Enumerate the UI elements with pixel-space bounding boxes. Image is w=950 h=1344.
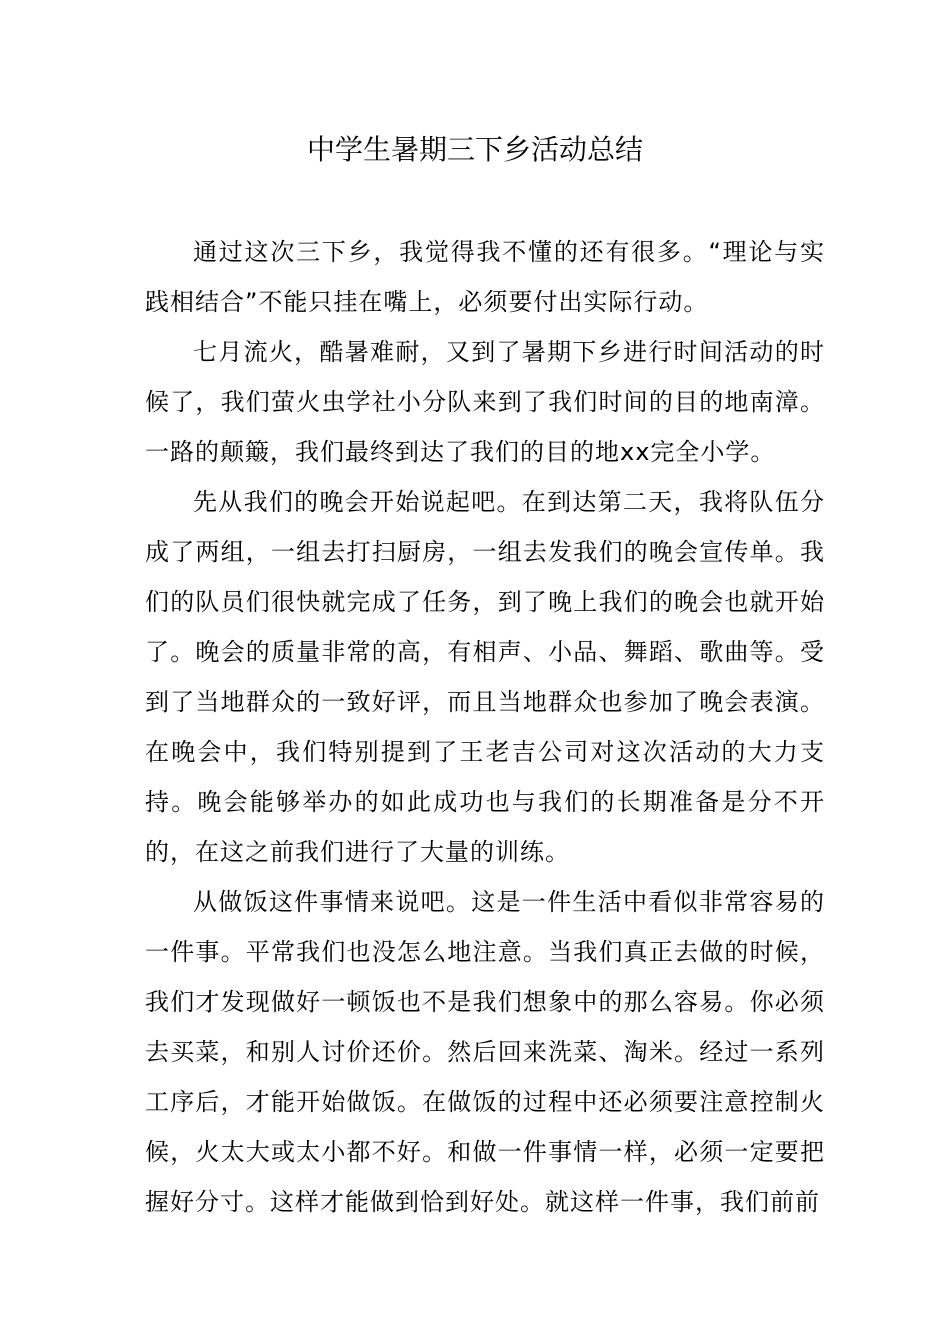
paragraph-2: 七月流火，酷暑难耐，又到了暑期下乡进行时间活动的时候了，我们萤火虫学社小分队来到了我们时间的目的地南漳。一路的颠簸，我们最终到达了我们的目的地xx完全小学。 xyxy=(145,338,825,466)
document-body xyxy=(145,227,825,1227)
paragraph-1: 通过这次三下乡，我觉得我不懂的还有很多。“理论与实践相结合”不能只挂在嘴上，必须要付出实际行动。 xyxy=(145,238,825,316)
document-title: 中学生暑期三下乡活动总结 xyxy=(306,133,643,166)
paragraph-4: 从做饭这件事情来说吧。这是一件生活中看似非常容易的一件事。平常我们也没怎么地注意。当我们真正去做的时候，我们才发现做好一顿饭也不是我们想象中的那么容易。你必须去买菜，和别人讨价还价。然后回来洗菜、淘米。经过一系列工序后，才能开始做饭。在做饭的过程中还必须要注意控制火候，火太大或太小都不好。和做一件事情一样，必须一定要把握好分寸。这样才能做到恰到好处。就这样一件事，我们前前 xyxy=(145,888,825,1216)
paragraph-3: 先从我们的晚会开始说起吧。在到达第二天，我将队伍分成了两组，一组去打扫厨房，一组去发我们的晚会宣传单。我们的队员们很快就完成了任务，到了晚上我们的晚会也就开始了。晚会的质量非常的高，有相声、小品、舞蹈、歌曲等。受到了当地群众的一致好评，而且当地群众也参加了晚会表演。在晚会中，我们特别提到了王老吉公司对这次活动的大力支持。晚会能够举办的如此成功也与我们的长期准备是分不开的，在这之前我们进行了大量的训练。 xyxy=(145,488,825,866)
